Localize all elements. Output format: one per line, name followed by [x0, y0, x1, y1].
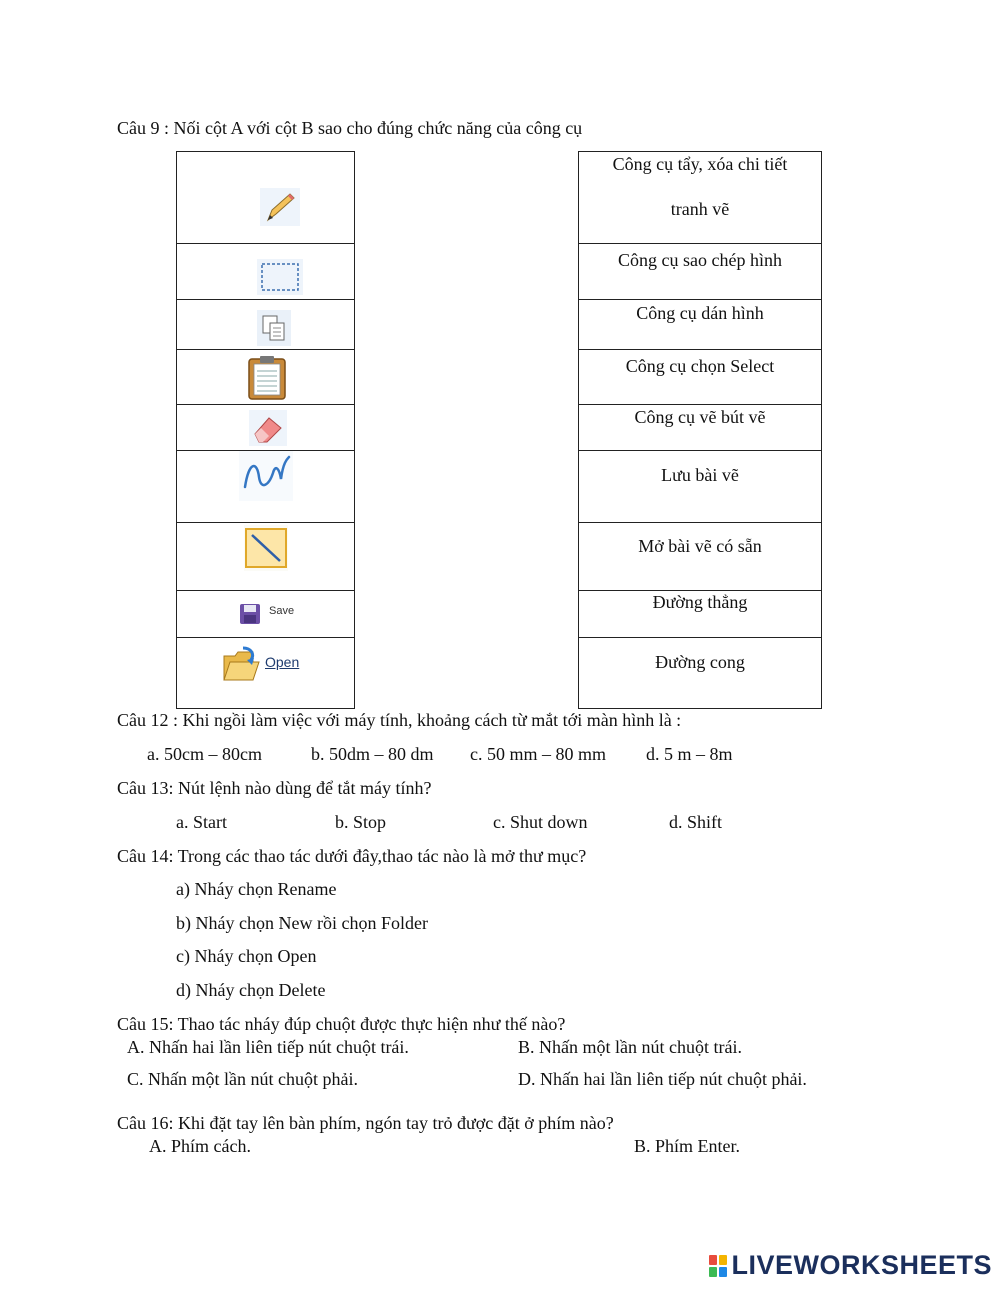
q13-option-c[interactable]: c. Shut down	[493, 812, 588, 832]
q14-question: Câu 14: Trong các thao tác dưới đây,thao tác nào là mở thư mục?	[117, 846, 587, 866]
column-b-row[interactable]	[579, 451, 821, 523]
column-b-row[interactable]	[579, 152, 821, 244]
column-b-row[interactable]	[579, 244, 821, 300]
column-b-row[interactable]	[579, 350, 821, 405]
q12-option-c[interactable]: c. 50 mm – 80 mm	[470, 744, 606, 764]
q14-option-c[interactable]: c) Nháy chọn Open	[176, 946, 317, 966]
column-b-row[interactable]	[579, 300, 821, 350]
column-b-text: Đường thẳng	[652, 592, 748, 612]
curve-icon	[239, 451, 293, 501]
copy-icon	[257, 310, 291, 346]
q12-option-a[interactable]: a. 50cm – 80cm	[147, 744, 262, 764]
q16-option-b[interactable]: B. Phím Enter.	[634, 1136, 741, 1156]
q14-option-d[interactable]: d) Nháy chọn Delete	[176, 980, 326, 1000]
q13-option-b[interactable]: b. Stop	[335, 812, 387, 832]
open-label: Open	[265, 654, 300, 670]
column-b-text: tranh vẽ	[670, 199, 730, 219]
liveworksheets-logo	[709, 1250, 992, 1281]
column-a-row[interactable]	[177, 405, 354, 451]
q15-option-d[interactable]: D. Nhấn hai lần liên tiếp nút chuột phải.	[518, 1069, 807, 1089]
q16-question: Câu 16: Khi đặt tay lên bàn phím, ngón tay trỏ được đặt ở phím nào?	[117, 1113, 614, 1133]
open-folder-icon	[221, 644, 261, 684]
q16-option-a[interactable]: A. Phím cách.	[149, 1136, 251, 1156]
column-a-row[interactable]	[177, 638, 354, 710]
logo-mark-icon	[709, 1255, 727, 1277]
column-a-row[interactable]	[177, 300, 354, 350]
column-b-text: Công cụ chọn Select	[625, 356, 775, 376]
column-b-row[interactable]	[579, 591, 821, 638]
column-b-table	[578, 151, 822, 709]
line-icon	[244, 525, 288, 571]
column-b-row[interactable]	[579, 405, 821, 451]
column-a-row[interactable]	[177, 591, 354, 638]
save-icon	[239, 603, 261, 625]
paste-clipboard-icon	[247, 355, 287, 401]
q14-option-b[interactable]: b) Nháy chọn New rồi chọn Folder	[176, 913, 428, 933]
q13-option-d[interactable]: d. Shift	[669, 812, 723, 832]
q15-question: Câu 15: Thao tác nháy đúp chuột được thực hiện như thế nào?	[117, 1014, 566, 1034]
pencil-icon	[260, 188, 300, 226]
q15-option-c[interactable]: C. Nhấn một lần nút chuột phải.	[127, 1069, 358, 1089]
q12-question: Câu 12 : Khi ngồi làm việc với máy tính, khoảng cách từ mắt tới màn hình là :	[117, 710, 682, 730]
column-a-table	[176, 151, 355, 709]
column-a-row[interactable]	[177, 523, 354, 591]
column-b-row[interactable]	[579, 638, 821, 710]
q12-option-b[interactable]: b. 50dm – 80 dm	[311, 744, 434, 764]
column-b-text: Công cụ dán hình	[636, 303, 764, 323]
column-b-text: Lưu bài vẽ	[661, 465, 739, 485]
column-b-text: Công cụ tẩy, xóa chi tiết	[612, 154, 788, 174]
q9-title: Câu 9 : Nối cột A với cột B sao cho đúng chức năng của công cụ	[117, 118, 583, 138]
eraser-icon	[249, 410, 287, 446]
column-b-text: Công cụ vẽ bút vẽ	[634, 407, 766, 427]
q15-option-a[interactable]: A. Nhấn hai lần liên tiếp nút chuột trái.	[127, 1037, 409, 1057]
column-a-row[interactable]	[177, 244, 354, 300]
column-b-text: Đường cong	[655, 652, 745, 672]
column-a-row[interactable]	[177, 152, 354, 244]
save-label: Save	[269, 605, 295, 617]
logo-text: LIVEWORKSHEETS	[731, 1250, 992, 1280]
q13-question: Câu 13: Nút lệnh nào dùng để tắt máy tính?	[117, 778, 432, 798]
select-rectangle-icon	[257, 259, 303, 295]
column-a-row[interactable]	[177, 451, 354, 523]
column-a-row[interactable]	[177, 350, 354, 405]
column-b-text: Mở bài vẽ có sẵn	[638, 536, 762, 556]
q13-option-a[interactable]: a. Start	[176, 812, 227, 832]
q12-option-d[interactable]: d. 5 m – 8m	[646, 744, 733, 764]
column-b-text: Công cụ sao chép hình	[618, 250, 782, 270]
q14-option-a[interactable]: a) Nháy chọn Rename	[176, 879, 337, 899]
column-b-row[interactable]	[579, 523, 821, 591]
q15-option-b[interactable]: B. Nhấn một lần nút chuột trái.	[518, 1037, 742, 1057]
